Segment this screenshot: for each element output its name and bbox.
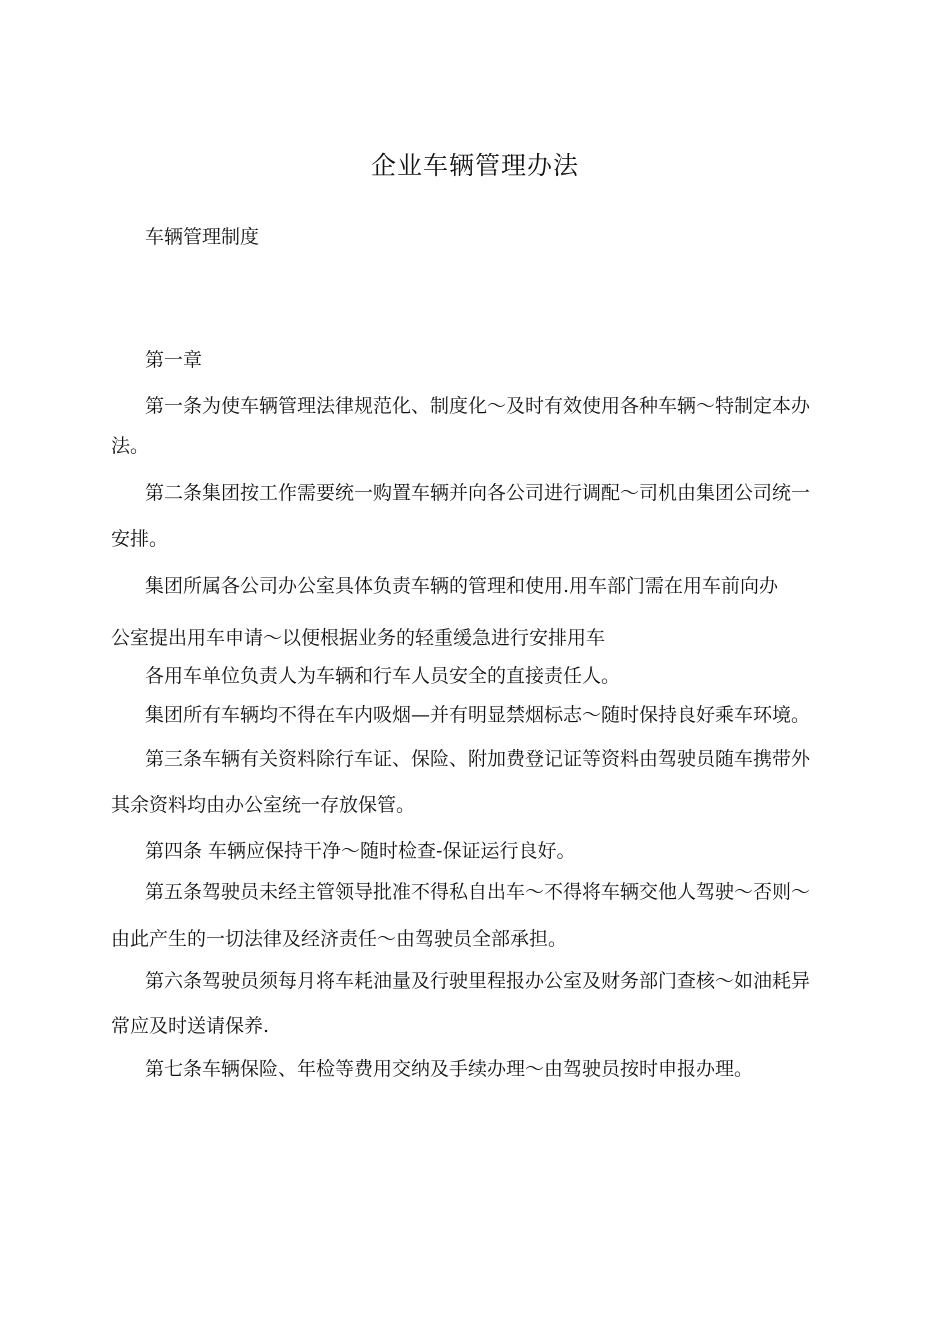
paragraph-office-line-2: 公室提出用车申请〜以便根据业务的轻重缓急进行安排用车 xyxy=(111,627,606,649)
article-5-line-2: 由此产生的一切法律及经济责任〜由驾驶员全部承担。 xyxy=(111,928,568,950)
article-2-line-1: 第二条集团按工作需要统一购置车辆并向各公司进行调配〜司机由集团公司统一 xyxy=(145,482,811,504)
document-title: 企业车辆管理办法 xyxy=(370,151,579,180)
article-4: 第四条 车辆应保持干净〜随时检查-保证运行良好。 xyxy=(145,840,576,862)
paragraph-office-line-1: 集团所属各公司办公室具体负责车辆的管理和使用.用车部门需在用车前向办 xyxy=(145,575,779,597)
paragraph-no-smoking: 集团所有车辆均不得在车内吸烟—并有明显禁烟标志〜随时保持良好乘车环境。 xyxy=(145,704,811,726)
chapter-heading: 第一章 xyxy=(145,349,203,371)
article-2-line-2: 安排。 xyxy=(111,528,169,550)
article-3-line-2: 其余资料均由办公室统一存放保管。 xyxy=(111,794,416,816)
document-subtitle: 车辆管理制度 xyxy=(145,226,260,248)
article-3-line-1: 第三条车辆有关资料除行车证、保险、附加费登记证等资料由驾驶员随车携带外 xyxy=(145,748,811,770)
article-6-line-2: 常应及时送请保养. xyxy=(111,1015,270,1037)
article-6-line-1: 第六条驾驶员须每月将车耗油量及行驶里程报办公室及财务部门查核〜如油耗异 xyxy=(145,970,811,992)
article-5-line-1: 第五条驾驶员未经主管领导批准不得私自出车〜不得将车辆交他人驾驶〜否则〜 xyxy=(145,881,811,903)
paragraph-responsibility: 各用车单位负责人为车辆和行车人员安全的直接责任人。 xyxy=(145,665,621,687)
article-1-line-1: 第一条为使车辆管理法律规范化、制度化〜及时有效使用各种车辆〜特制定本办 xyxy=(145,395,811,417)
article-1-line-2: 法。 xyxy=(111,435,150,457)
article-7: 第七条车辆保险、年检等费用交纳及手续办理〜由驾驶员按时申报办理。 xyxy=(145,1058,754,1080)
